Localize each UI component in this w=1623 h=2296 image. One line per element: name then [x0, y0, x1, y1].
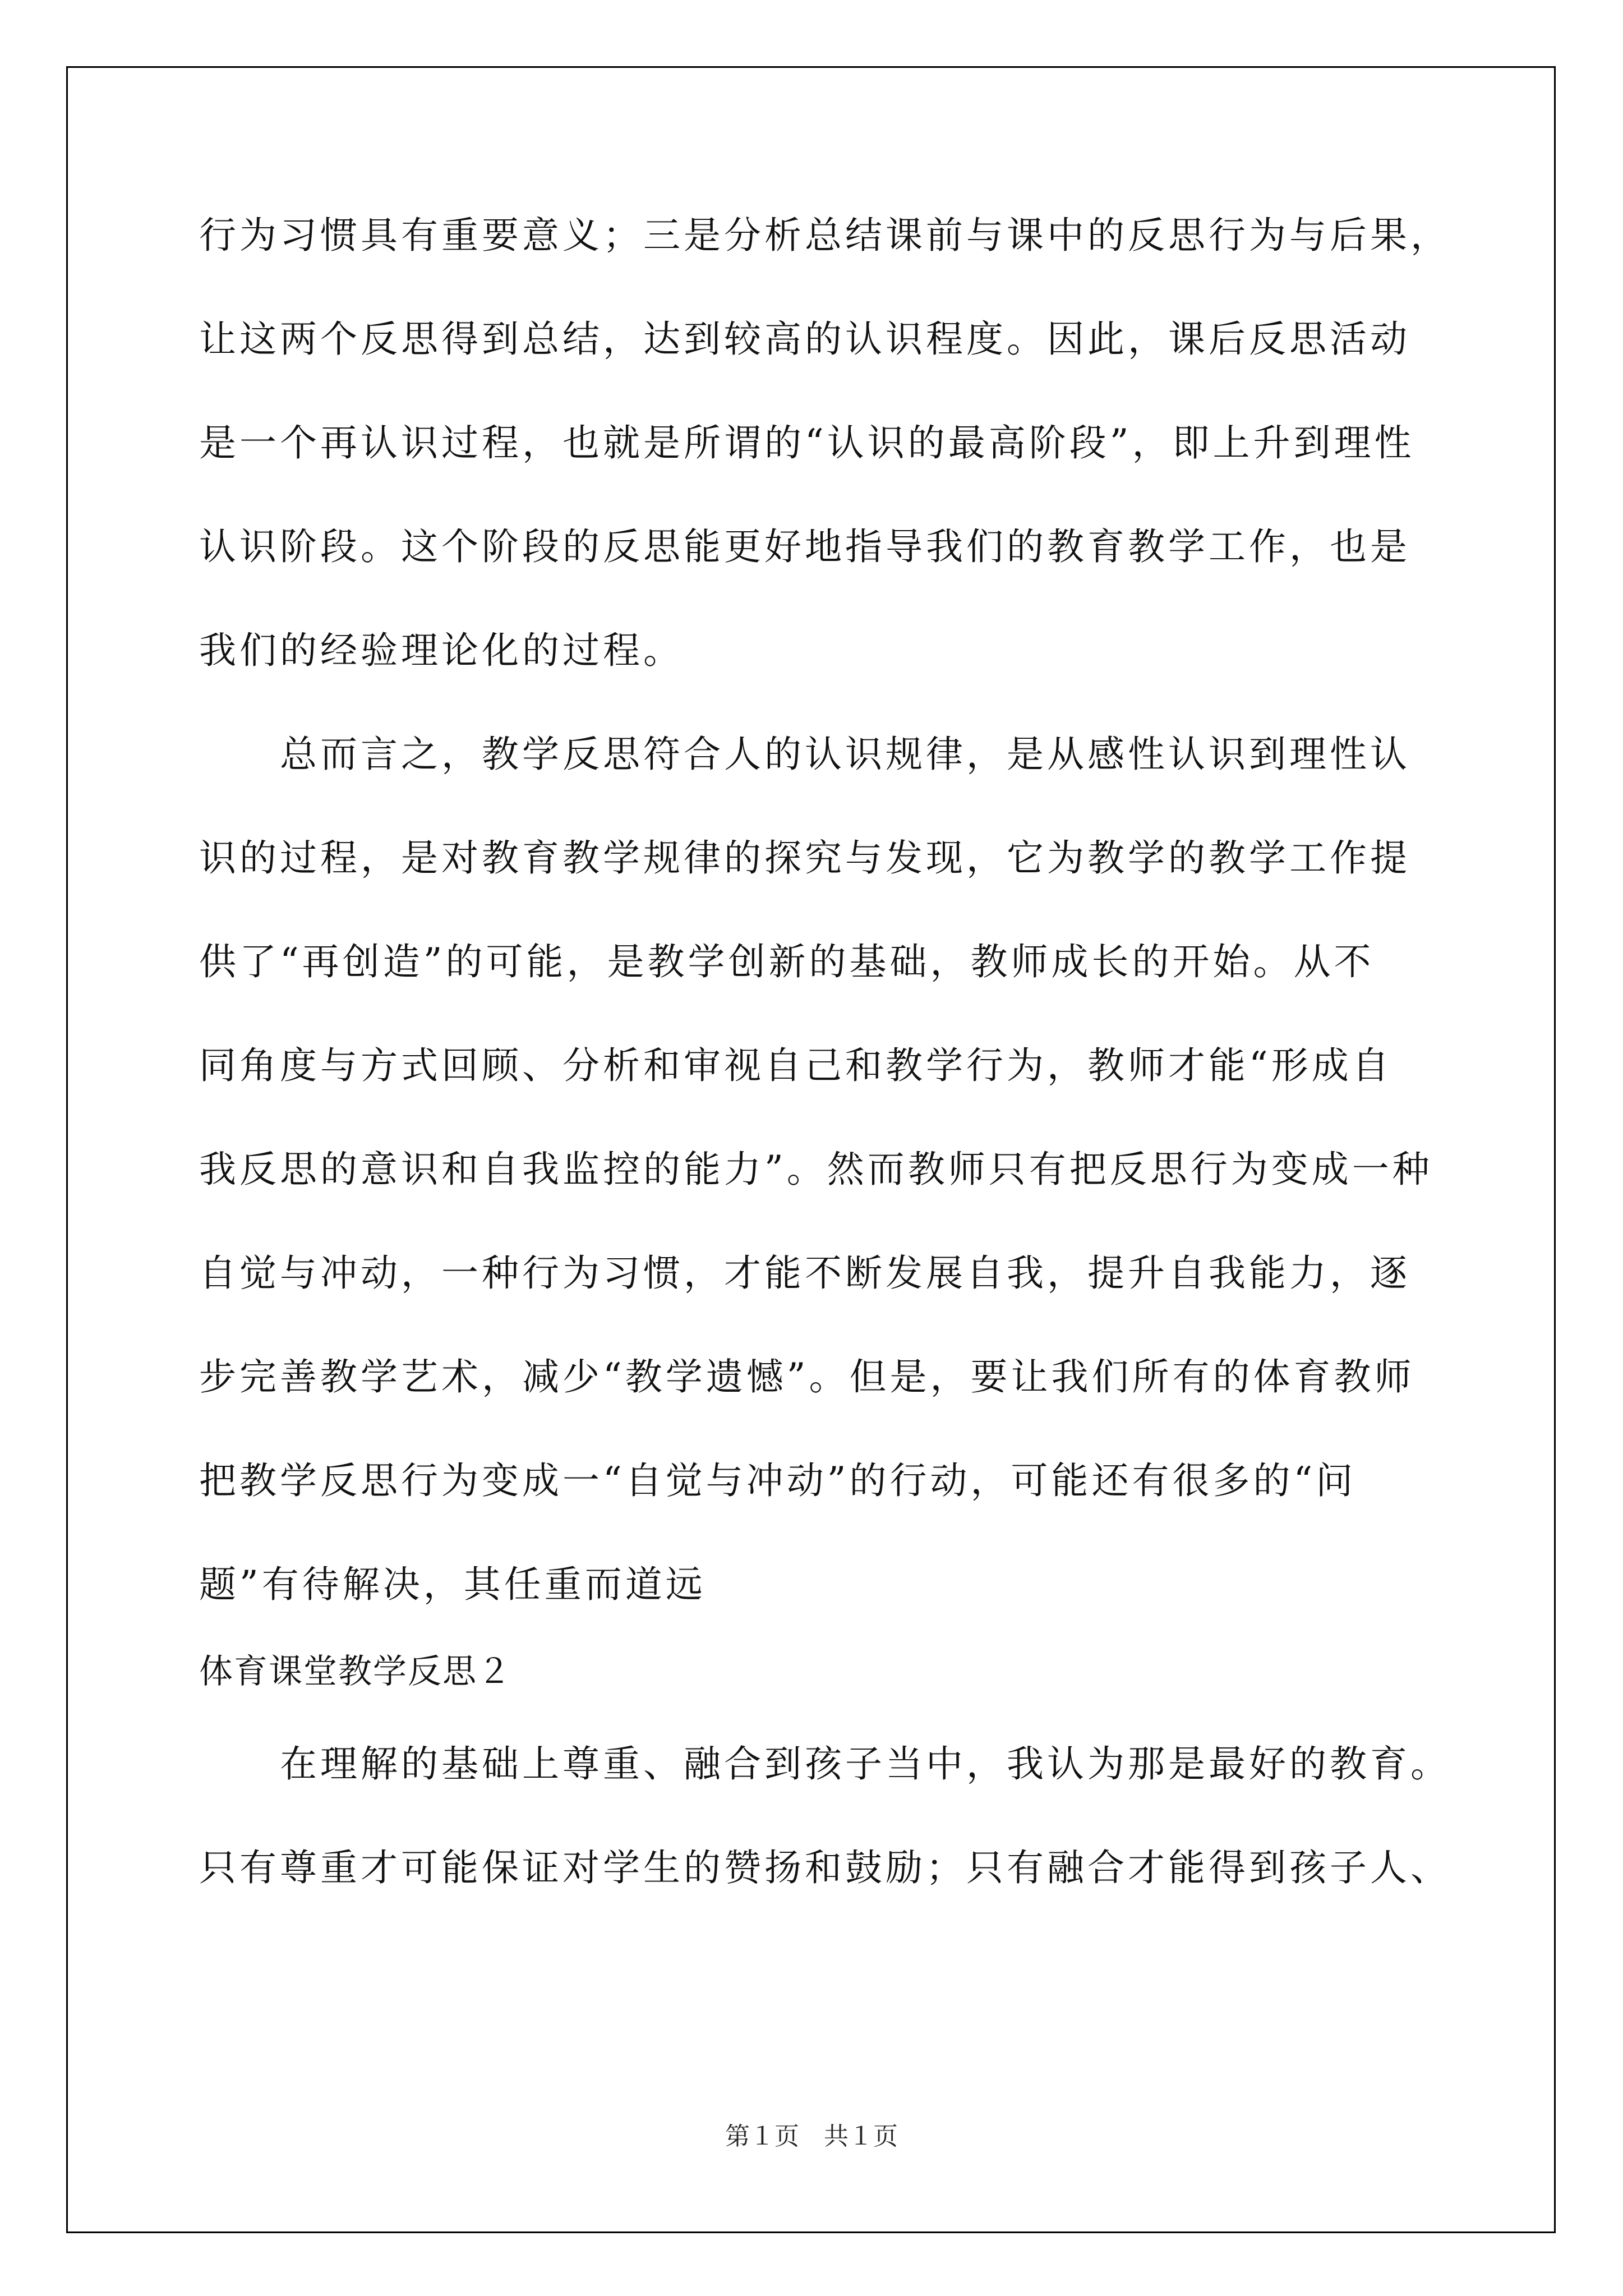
text-line: 只有尊重才可能保证对学生的赞扬和鼓励；只有融合才能得到孩子人、 [199, 1846, 1451, 1889]
section-heading: 体育课堂教学反思２ [199, 1652, 512, 1691]
text-line: 总而言之，教学反思符合人的认识规律，是从感性认识到理性认 [199, 733, 1410, 776]
text-line: 我反思的意识和自我监控的能力”。然而教师只有把反思行为变成一种 [199, 1148, 1433, 1191]
text-line: 题”有待解决，其任重而道远 [199, 1563, 706, 1606]
text-line: 同角度与方式回顾、分析和审视自己和教学行为，教师才能“形成自 [199, 1044, 1393, 1087]
text-line: 行为习惯具有重要意义；三是分析总结课前与课中的反思行为与后果， [199, 214, 1451, 257]
page-number: 第１页 共１页 [725, 2123, 898, 2150]
text-line: 步完善教学艺术，减少“教学遗憾”。但是，要让我们所有的体育教师 [199, 1355, 1415, 1398]
text-line: 把教学反思行为变成一“自觉与冲动”的行动，可能还有很多的“问 [199, 1459, 1357, 1502]
text-line: 在理解的基础上尊重、融合到孩子当中，我认为那是最好的教育。 [199, 1742, 1451, 1786]
text-line: 让这两个反思得到总结，达到较高的认识程度。因此，课后反思活动 [199, 318, 1410, 361]
text-line: 供了“再创造”的可能，是教学创新的基础，教师成长的开始。从不 [199, 940, 1375, 983]
text-line: 识的过程，是对教育教学规律的探究与发现，它为教学的教学工作提 [199, 836, 1410, 880]
text-line: 我们的经验理论化的过程。 [199, 629, 684, 672]
text-line: 是一个再认识过程，也就是所谓的“认识的最高阶段”，即上升到理性 [199, 421, 1415, 464]
text-line: 认识阶段。这个阶段的反思能更好地指导我们的教育教学工作，也是 [199, 525, 1410, 568]
text-line: 自觉与冲动，一种行为习惯，才能不断发展自我，提升自我能力，逐 [199, 1251, 1410, 1295]
